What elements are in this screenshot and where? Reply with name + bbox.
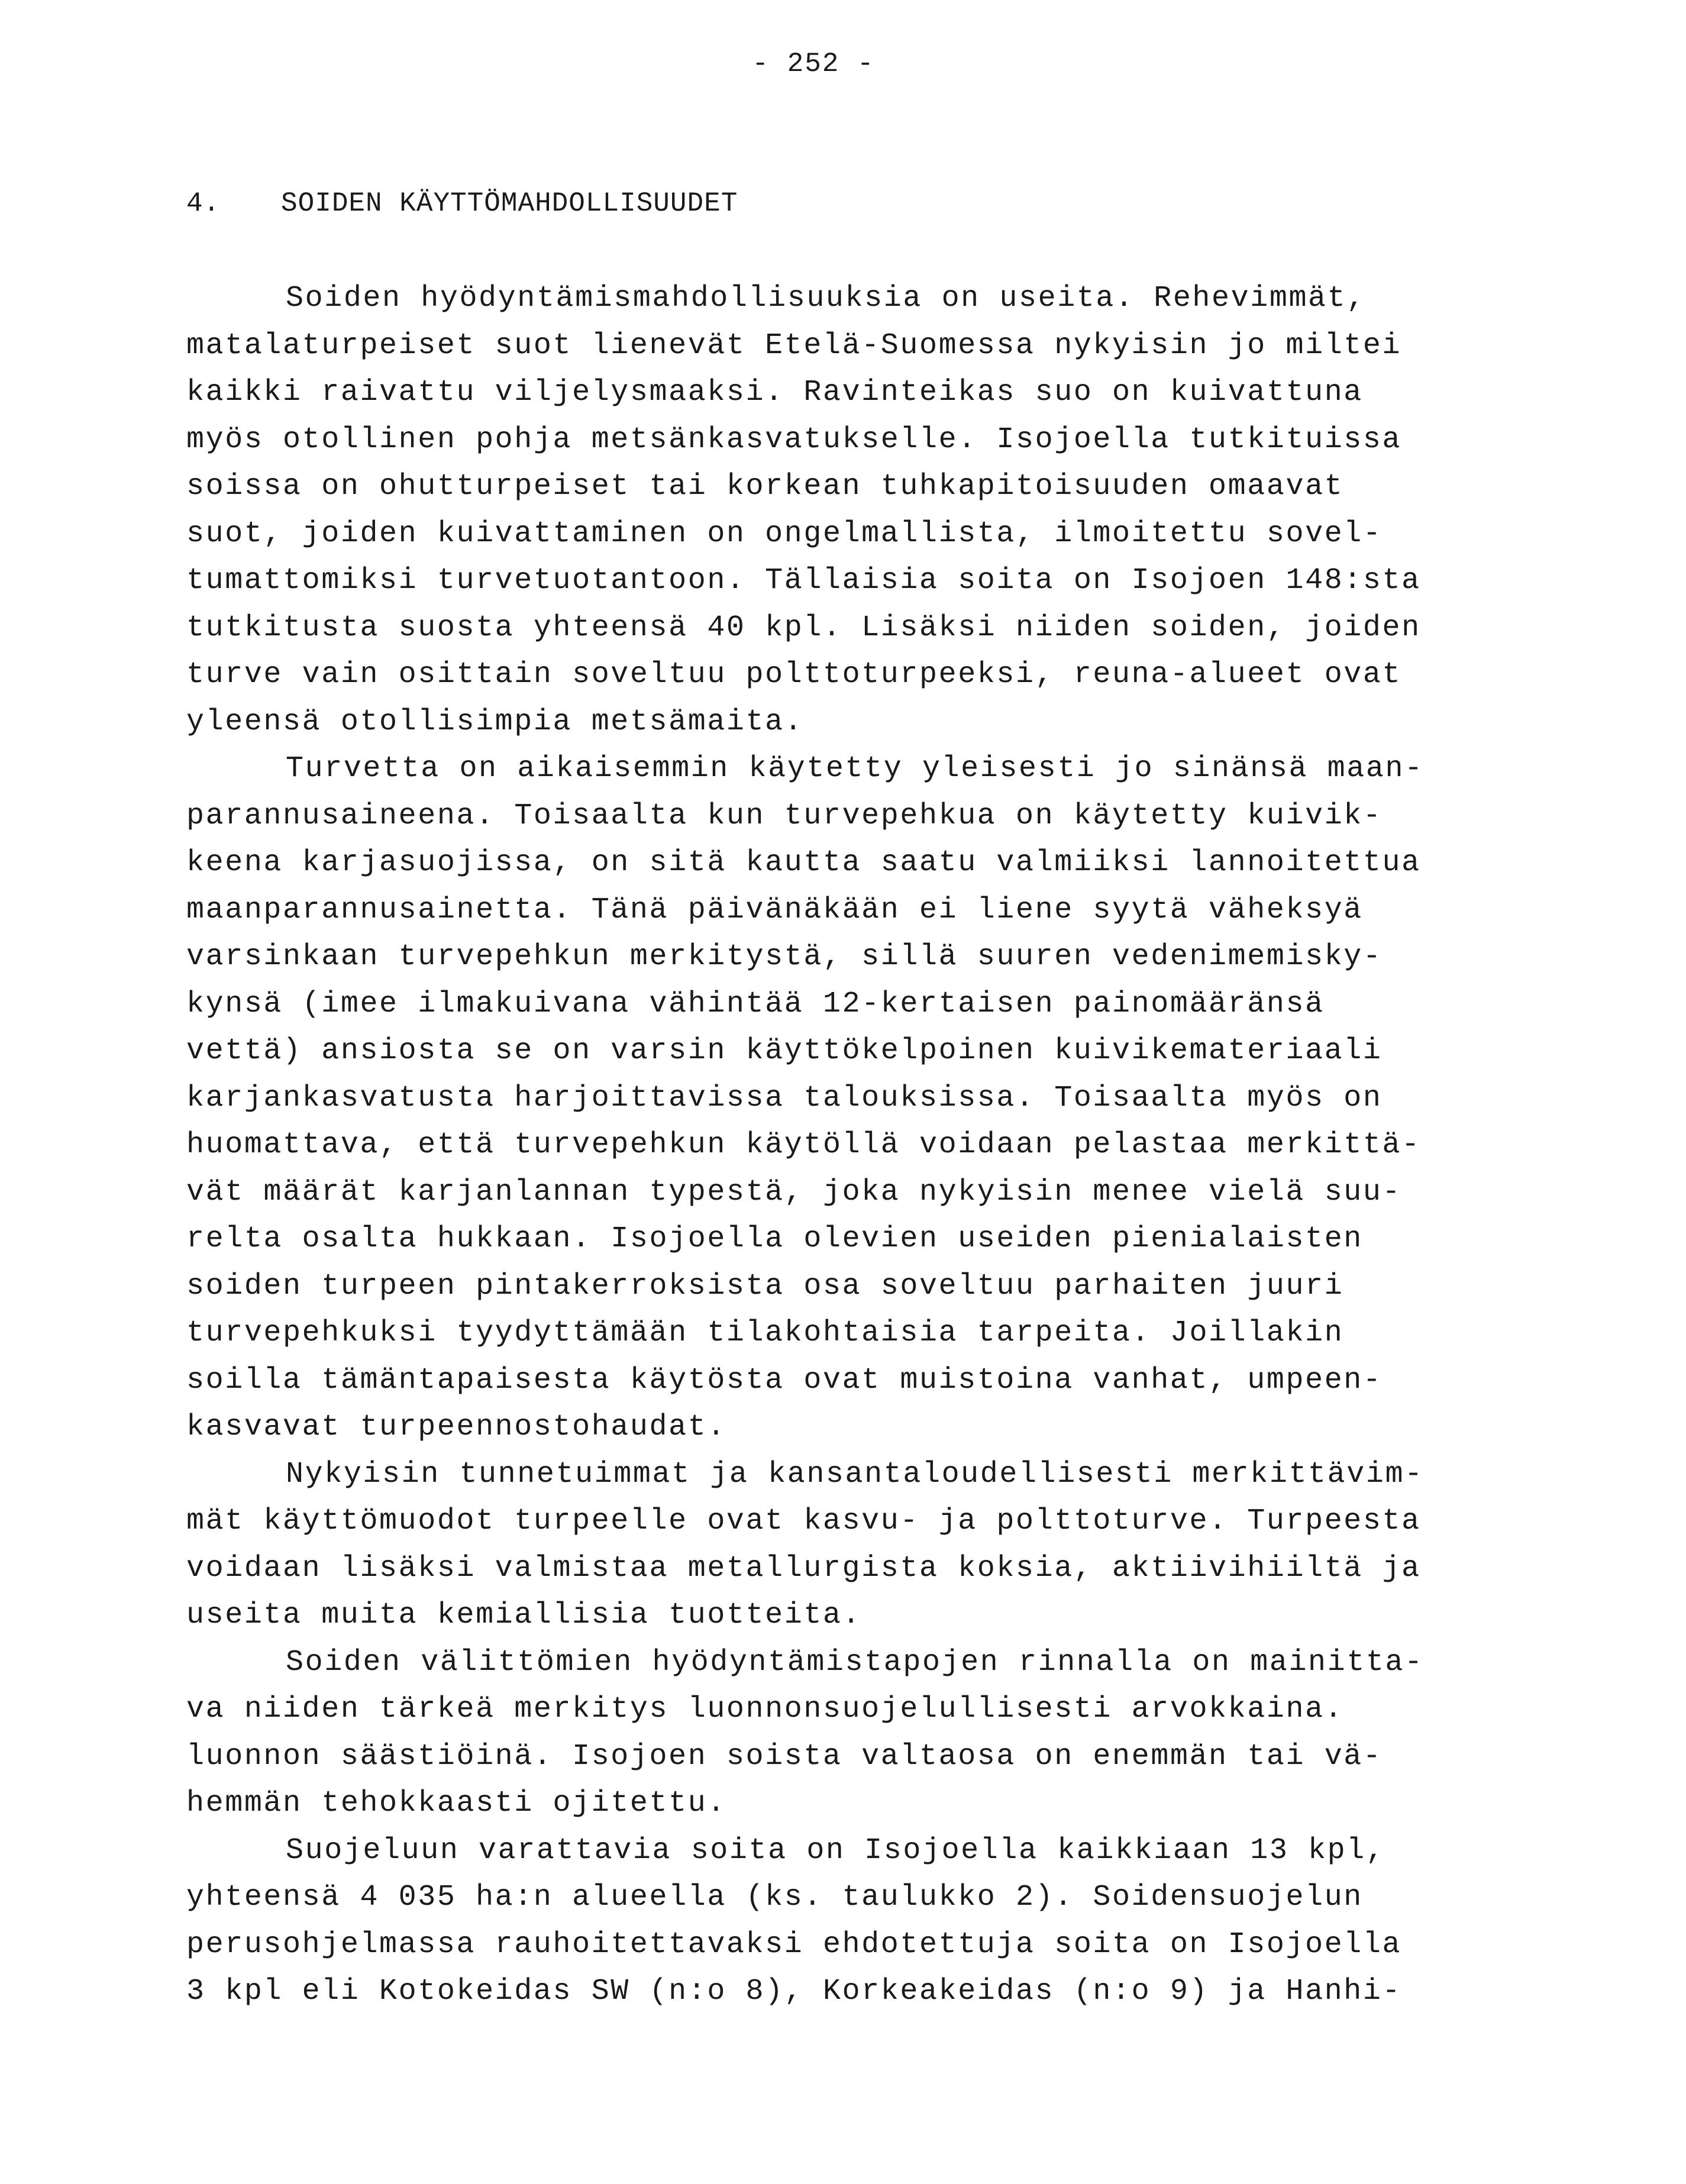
section-title: SOIDEN KÄYTTÖMAHDOLLISUUDET	[281, 188, 738, 219]
text-line: kynsä (imee ilmakuivana vähintää 12-kertaisen painomääränsä	[186, 987, 1325, 1021]
text-line: useita muita kemiallisia tuotteita.	[186, 1598, 862, 1632]
text-line: Turvetta on aikaisemmin käytetty yleisesti jo sinänsä maan-	[286, 752, 1424, 786]
text-line: myös otollinen pohja metsänkasvatukselle. Isojoella tutkituissa	[186, 422, 1402, 457]
text-line: hemmän tehokkaasti ojitettu.	[186, 1786, 726, 1820]
text-line: tumattomiksi turvetuotantoon. Tällaisia soita on Isojoen 148:sta	[186, 564, 1421, 597]
text-line: Soiden välittömien hyödyntämistapojen rinnalla on mainitta-	[286, 1645, 1424, 1679]
text-line: perusohjelmassa rauhoitettavaksi ehdotettuja soita on Isojoella	[186, 1927, 1402, 1962]
text-line: Suojeluun varattavia soita on Isojoella kaikkiaan 13 kpl,	[286, 1833, 1385, 1868]
text-line: parannusaineena. Toisaalta kun turvepehkua on käytetty kuivik-	[186, 799, 1383, 833]
body-text	[186, 275, 1464, 2015]
text-line: matalaturpeiset suot lienevät Etelä-Suomessa nykyisin jo miltei	[186, 328, 1402, 363]
text-line: soissa on ohutturpeiset tai korkean tuhkapitoisuuden omaavat	[186, 470, 1344, 503]
text-line: tutkitusta suosta yhteensä 40 kpl. Lisäksi niiden soiden, joiden	[186, 610, 1421, 645]
text-line: karjankasvatusta harjoittavissa talouksissa. Toisaalta myös on	[186, 1081, 1383, 1115]
section-heading	[186, 188, 738, 219]
text-line: suot, joiden kuivattaminen on ongelmallista, ilmoitettu sovel-	[186, 516, 1383, 551]
text-line: yleensä otollisimpia metsämaita.	[186, 705, 804, 739]
text-line: 3 kpl eli Kotokeidas SW (n:o 8), Korkeakeidas (n:o 9) ja Hanhi-	[186, 1975, 1402, 2008]
text-line: voidaan lisäksi valmistaa metallurgista koksia, aktiivihiiltä ja	[186, 1551, 1421, 1585]
page-number: - 252 -	[752, 49, 875, 79]
text-line: vät määrät karjanlannan typestä, joka nykyisin menee vielä suu-	[186, 1175, 1402, 1209]
text-line: relta osalta hukkaan. Isojoella olevien useiden pienialaisten	[186, 1222, 1363, 1256]
text-line: turvepehkuksi tyydyttämään tilakohtaisia tarpeita. Joillakin	[186, 1316, 1344, 1350]
text-line: huomattava, että turvepehkun käytöllä voidaan pelastaa merkittä-	[186, 1128, 1421, 1162]
text-line: turve vain osittain soveltuu polttoturpeeksi, reuna-alueet ovat	[186, 658, 1402, 692]
text-line: vettä) ansiosta se on varsin käyttökelpoinen kuivikemateriaali	[186, 1034, 1383, 1068]
text-line: luonnon säästiöinä. Isojoen soista valtaosa on enemmän tai vä-	[186, 1739, 1383, 1773]
text-line: mät käyttömuodot turpeelle ovat kasvu- ja polttoturve. Turpeesta	[186, 1504, 1421, 1538]
text-line: Nykyisin tunnetuimmat ja kansantaloudellisesti merkittävim-	[286, 1457, 1424, 1491]
text-line: Soiden hyödyntämismahdollisuuksia on useita. Rehevimmät,	[286, 282, 1366, 315]
text-line: va niiden tärkeä merkitys luonnonsuojelullisesti arvokkaina.	[186, 1692, 1344, 1726]
text-line: maanparannusainetta. Tänä päivänäkään ei liene syytä väheksyä	[186, 893, 1363, 927]
text-line: yhteensä 4 035 ha:n alueella (ks. taulukko 2). Soidensuojelun	[186, 1881, 1363, 1914]
text-line: soilla tämäntapaisesta käytösta ovat muistoina vanhat, umpeen-	[186, 1363, 1383, 1397]
text-line: keena karjasuojissa, on sitä kautta saatu valmiiksi lannoitettua	[186, 846, 1421, 880]
section-number: 4.	[186, 188, 221, 219]
text-line: kaikki raivattu viljelysmaaksi. Ravinteikas suo on kuivattuna	[186, 376, 1363, 409]
text-line: kasvavat turpeennostohaudat.	[186, 1410, 726, 1444]
text-line: varsinkaan turvepehkun merkitystä, sillä suuren vedenimemisky-	[186, 940, 1383, 974]
text-line: soiden turpeen pintakerroksista osa soveltuu parhaiten juuri	[186, 1269, 1344, 1303]
